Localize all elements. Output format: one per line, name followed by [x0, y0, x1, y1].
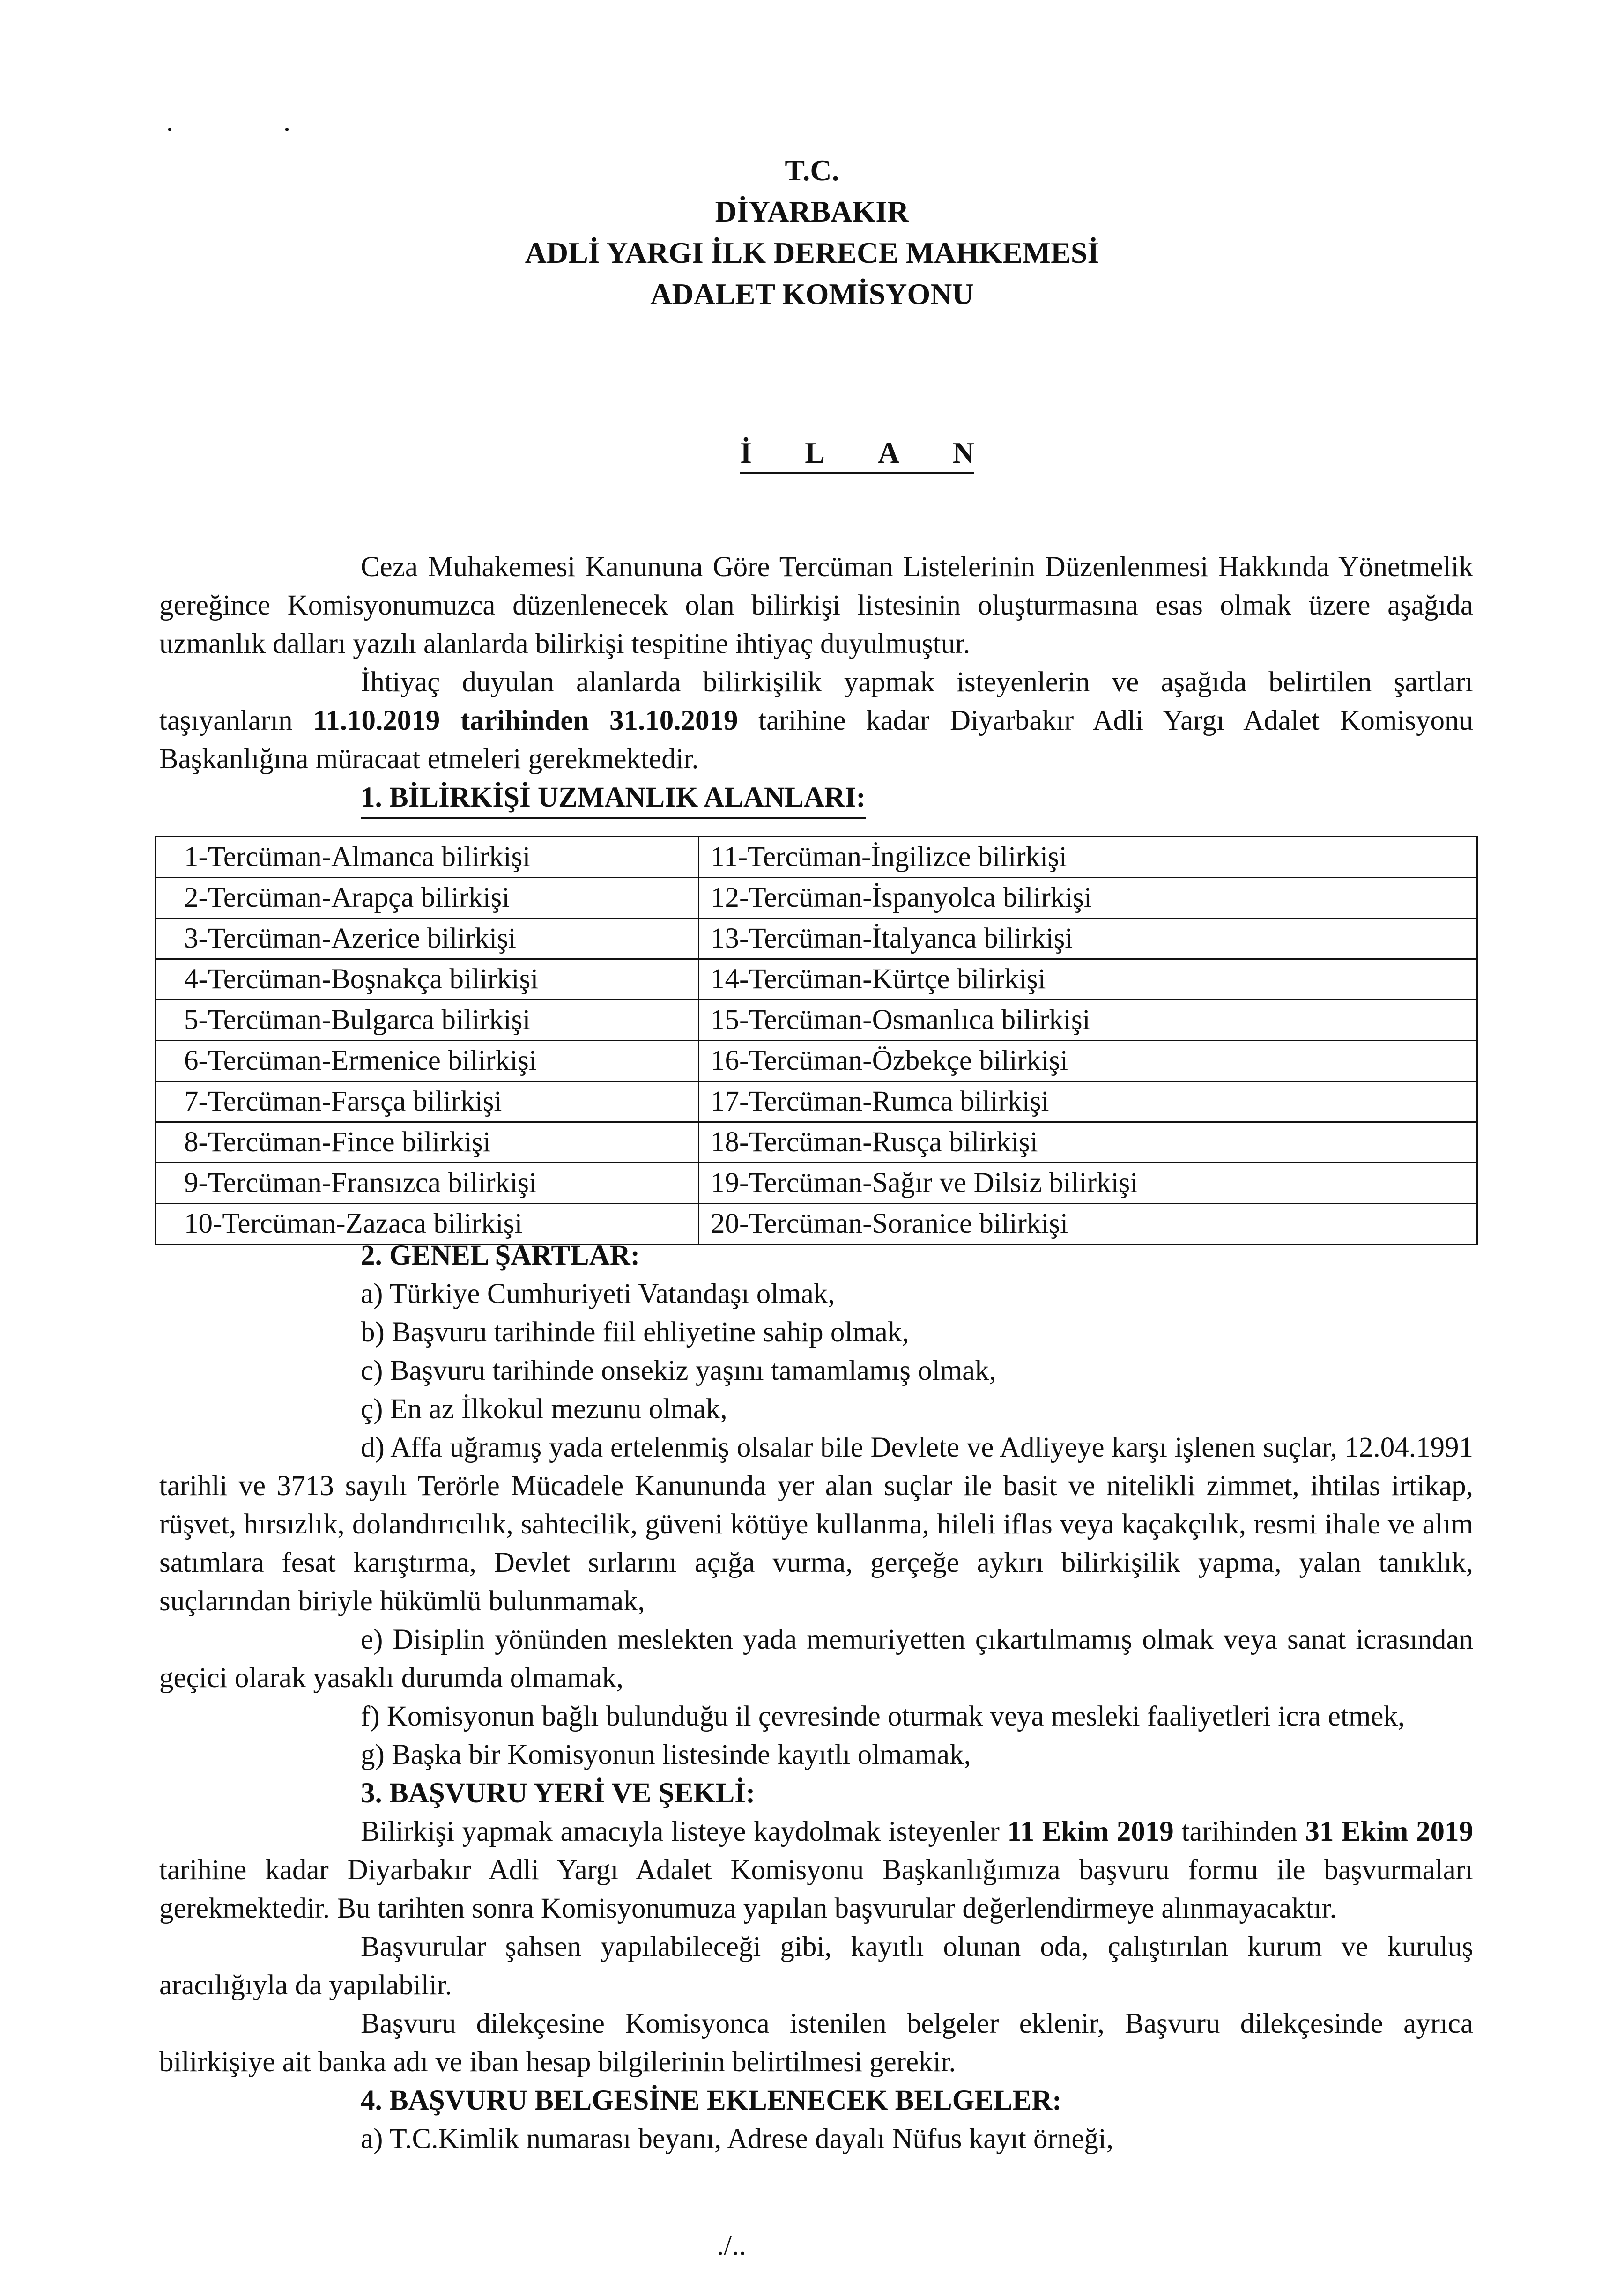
application-text: Bilirkişi yapmak amacıyla listeye kaydolmak isteyenler	[361, 1816, 1008, 1847]
document-item-a: a) T.C.Kimlik numarası beyanı, Adrese dayalı Nüfus kayıt örneği,	[361, 2123, 1114, 2155]
table-cell: 20-Tercüman-Soranice bilirkişi	[699, 1204, 1477, 1244]
intro-text: tarihine kadar Diyarbakır Adli Yargı Adalet Komisyonu Başkanlığına müracaat etmeleri gerekmektedir.	[159, 705, 1473, 775]
table-row	[156, 837, 1477, 878]
application-text: tarihine kadar Diyarbakır Adli Yargı Adalet Komisyonu Başkanlığımıza başvuru formu ile başvurmaları gerekmektedir. Bu tarihten sonra Komisyonumuza yapılan başvurular değerlendirmeye alınmayacaktır.	[159, 1854, 1473, 1924]
condition-a: a) Türkiye Cumhuriyeti Vatandaşı olmak,	[361, 1278, 835, 1310]
table-row	[156, 878, 1477, 918]
section-1-title	[159, 778, 1473, 819]
table-row	[156, 1081, 1477, 1122]
table-cell: 8-Tercüman-Fince bilirkişi	[156, 1122, 699, 1163]
application-text: tarihinden	[1173, 1816, 1305, 1847]
table-cell: 5-Tercüman-Bulgarca bilirkişi	[156, 1000, 699, 1041]
table-cell: 2-Tercüman-Arapça bilirkişi	[156, 878, 699, 918]
intro-paragraph-1: Ceza Muhakemesi Kanununa Göre Tercüman Listelerinin Düzenlenmesi Hakkında Yönetmelik gereğince Komisyonumuzca düzenlenecek olan bilirkişi listesinin oluşturmasına esas olmak üzere aşağıda uzmanlık dalları yazılı alanlarda bilirkişi tespitine ihtiyaç duyulmuştur.	[159, 551, 1473, 659]
document-header	[0, 150, 1624, 315]
announcement-title	[740, 436, 974, 474]
table-row	[156, 959, 1477, 1000]
table-cell: 15-Tercüman-Osmanlıca bilirkişi	[699, 1000, 1477, 1041]
table-cell: 19-Tercüman-Sağır ve Dilsiz bilirkişi	[699, 1163, 1477, 1204]
title-letter: N	[952, 436, 974, 469]
condition-c: c) Başvuru tarihinde onsekiz yaşını tamamlamış olmak,	[361, 1355, 996, 1386]
table-cell: 14-Tercüman-Kürtçe bilirkişi	[699, 959, 1477, 1000]
application-paragraph-3: Başvuru dilekçesine Komisyonca istenilen belgeler eklenir, Başvuru dilekçesinde ayrıca bilirkişiye ait banka adı ve iban hesap bilgilerinin belirtilmesi gerekir.	[159, 2008, 1473, 2078]
table-cell: 17-Tercüman-Rumca bilirkişi	[699, 1081, 1477, 1122]
table-cell: 1-Tercüman-Almanca bilirkişi	[156, 837, 699, 878]
table-row	[156, 918, 1477, 959]
condition-b: b) Başvuru tarihinde fiil ehliyetine sahip olmak,	[361, 1317, 909, 1348]
table-cell: 7-Tercüman-Farsça bilirkişi	[156, 1081, 699, 1122]
table-cell: 13-Tercüman-İtalyanca bilirkişi	[699, 918, 1477, 959]
section-2-title: 2. GENEL ŞARTLAR:	[361, 1240, 640, 1271]
table-cell: 16-Tercüman-Özbekçe bilirkişi	[699, 1041, 1477, 1081]
application-paragraph-2: Başvurular şahsen yapılabileceği gibi, kayıtlı olunan oda, çalıştırılan kurum ve kuruluş aracılığıyla da yapılabilir.	[159, 1931, 1473, 2001]
intro-section	[159, 548, 1473, 819]
table-row	[156, 1000, 1477, 1041]
condition-d: d) Affa uğramış yada ertelenmiş olsalar bile Devlete ve Adliyeye karşı işlenen suçlar, 12.04.1991 tarihli ve 3713 sayılı Terörle Mücadele Kanununda yer alan suçlar ile basit ve nitelikli zimmet, ihtilas irtikap, rüşvet, hırsızlık, dolandırıcılık, sahtecilik, güveni kötüye kullanma, hileli iflas veya kaçakçılık, resmi ihale ve alım satımlara fesat karıştırma, Devlet sırlarını açığa vurma, gerçeğe aykırı bilirkişilik yapma, yalan tanıklık, suçlarından biriyle hükümlü bulunmamak,	[159, 1432, 1473, 1617]
condition-g: g) Başka bir Komisyonun listesinde kayıtlı olmamak,	[361, 1739, 971, 1770]
table-cell: 9-Tercüman-Fransızca bilirkişi	[156, 1163, 699, 1204]
header-line-tc: T.C.	[785, 154, 839, 187]
table-row	[156, 1163, 1477, 1204]
application-dates: 11.10.2019 tarihinden 31.10.2019	[313, 705, 738, 736]
table-row	[156, 1041, 1477, 1081]
table-cell: 3-Tercüman-Azerice bilirkişi	[156, 918, 699, 959]
expertise-table	[155, 836, 1478, 1245]
condition-cc: ç) En az İlkokul mezunu olmak,	[361, 1393, 727, 1425]
table-cell: 12-Tercüman-İspanyolca bilirkişi	[699, 878, 1477, 918]
table-cell: 10-Tercüman-Zazaca bilirkişi	[156, 1204, 699, 1244]
table-cell: 4-Tercüman-Boşnakça bilirkişi	[156, 959, 699, 1000]
title-letter: L	[805, 436, 825, 469]
condition-f: f) Komisyonun bağlı bulunduğu il çevresinde oturmak veya mesleki faaliyetleri icra etmek,	[361, 1701, 1405, 1732]
section-3-title: 3. BAŞVURU YERİ VE ŞEKLİ:	[361, 1777, 756, 1809]
application-start-date: 11 Ekim 2019	[1007, 1816, 1174, 1847]
table-cell: 6-Tercüman-Ermenice bilirkişi	[156, 1041, 699, 1081]
table-row	[156, 1122, 1477, 1163]
general-conditions-section	[159, 1237, 1473, 2158]
application-end-date: 31 Ekim 2019	[1305, 1816, 1473, 1847]
scan-marks: . .	[166, 106, 342, 137]
application-paragraph-1	[159, 1813, 1473, 1928]
title-letter: A	[878, 436, 900, 469]
header-line-commission: ADALET KOMİSYONU	[650, 277, 974, 311]
table-cell: 18-Tercüman-Rusça bilirkişi	[699, 1122, 1477, 1163]
continuation-mark: ./..	[717, 2230, 746, 2261]
header-line-city: DİYARBAKIR	[715, 195, 909, 228]
table-cell: 11-Tercüman-İngilizce bilirkişi	[699, 837, 1477, 878]
header-line-court: ADLİ YARGI İLK DERECE MAHKEMESİ	[525, 236, 1099, 269]
intro-paragraph-2	[159, 663, 1473, 778]
section-4-title: 4. BAŞVURU BELGESİNE EKLENECEK BELGELER:	[361, 2085, 1062, 2116]
intro-text: İhtiyaç duyulan alanlarda bilirkişilik yapmak isteyenlerin ve aşağıda belirtilen şartları taşıyanların	[159, 667, 1473, 736]
condition-e: e) Disiplin yönünden meslekten yada memuriyetten çıkartılmamış olmak veya sanat icrasından geçici olarak yasaklı durumda olmamak,	[159, 1624, 1473, 1694]
title-letter: İ	[740, 436, 752, 469]
section-1-title-text: 1. BİLİRKİŞİ UZMANLIK ALANLARI:	[361, 778, 866, 819]
